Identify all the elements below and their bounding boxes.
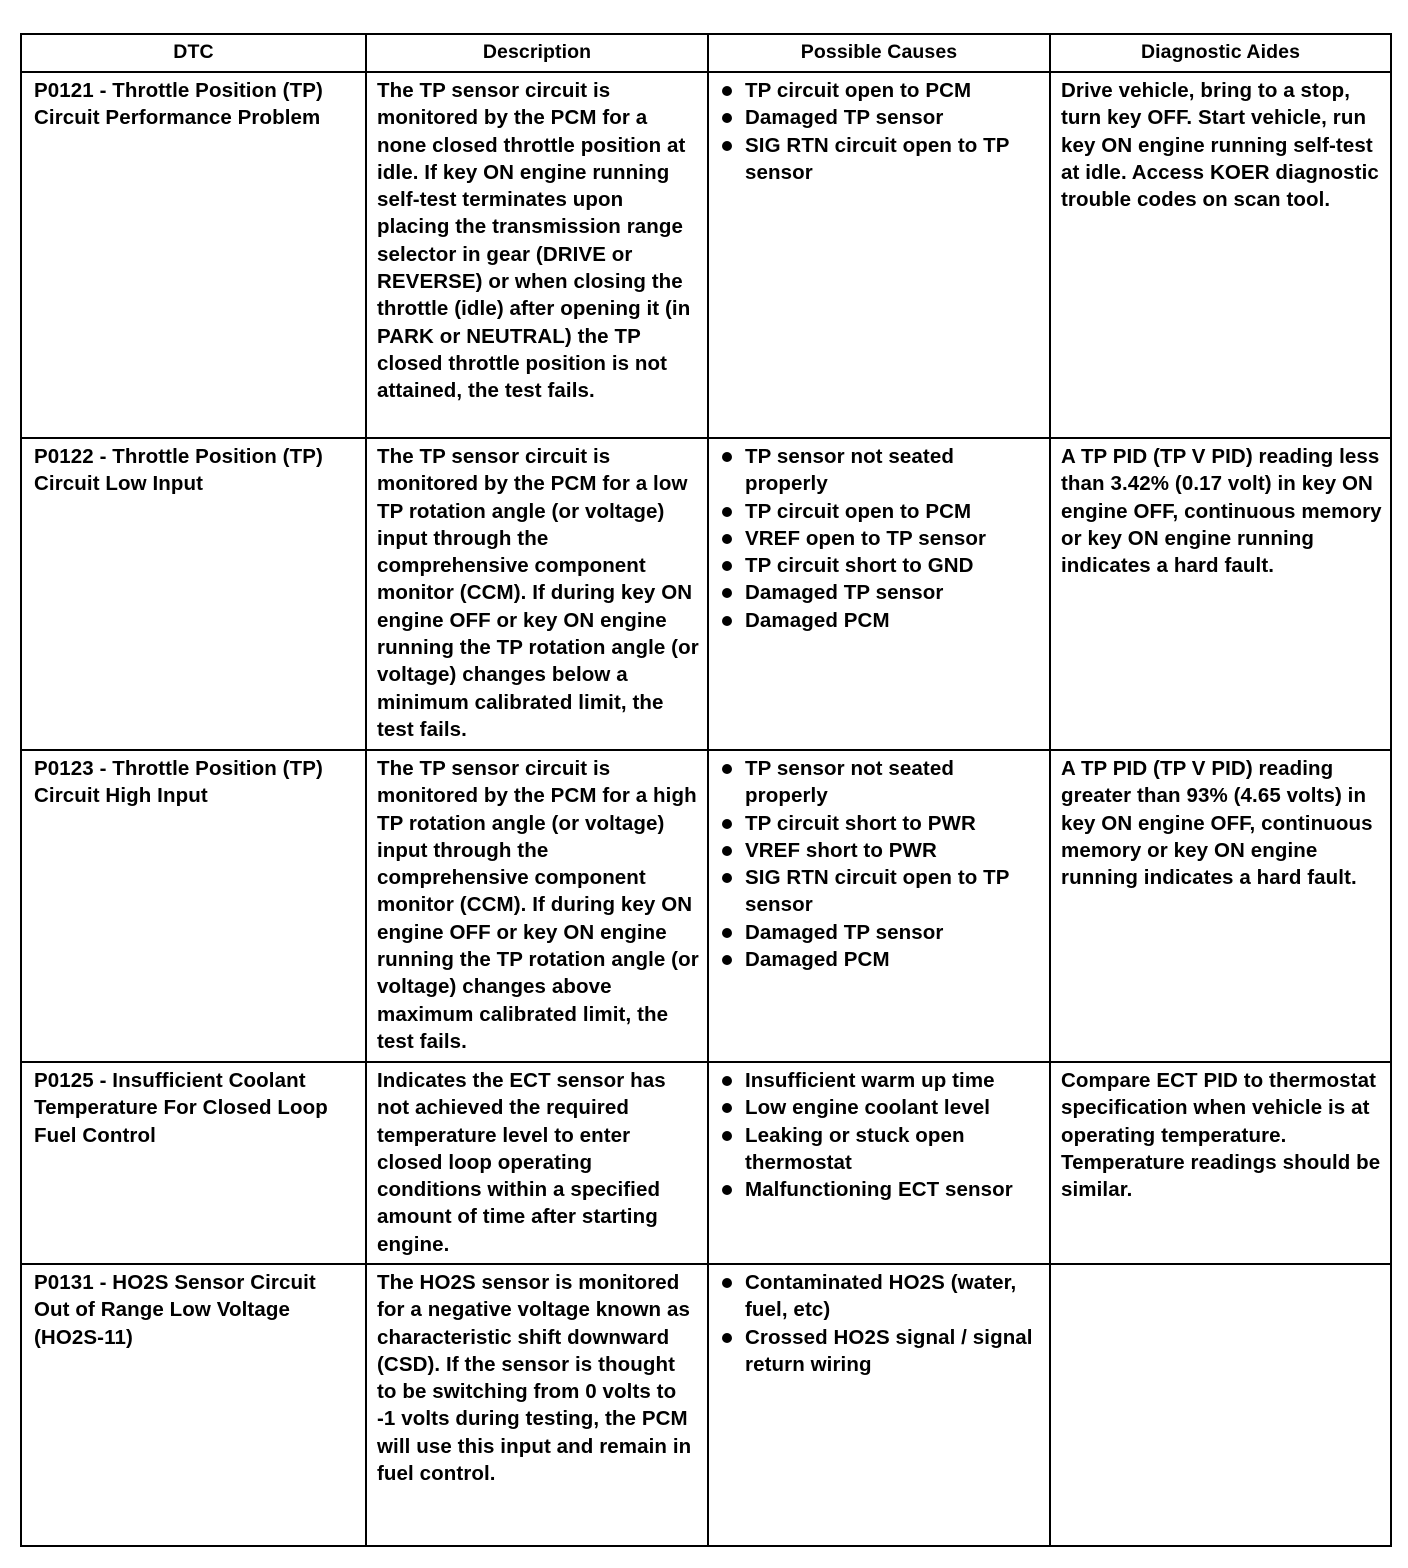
table-row bbox=[21, 750, 1391, 1062]
cause-item: Damaged PCM bbox=[719, 946, 1041, 973]
header-diagnostic-aides: Diagnostic Aides bbox=[1050, 34, 1391, 72]
dtc-cell: P0122 - Throttle Position (TP) Circuit Low Input bbox=[21, 438, 366, 750]
dtc-cell: P0121 - Throttle Position (TP) Circuit Performance Problem bbox=[21, 72, 366, 438]
cause-item: Insufficient warm up time bbox=[719, 1067, 1041, 1094]
table-row bbox=[21, 72, 1391, 438]
cause-item: Damaged TP sensor bbox=[719, 579, 1041, 606]
table-row bbox=[21, 438, 1391, 750]
cause-item: VREF short to PWR bbox=[719, 837, 1041, 864]
dtc-cell: P0131 - HO2S Sensor Circuit Out of Range Low Voltage (HO2S-11) bbox=[21, 1264, 366, 1546]
cause-item: TP sensor not seated properly bbox=[719, 443, 1041, 498]
cause-item: Crossed HO2S signal / signal return wiring bbox=[719, 1324, 1041, 1379]
aides-cell: Drive vehicle, bring to a stop, turn key OFF. Start vehicle, run key ON engine running self-test at idle. Access KOER diagnostic trouble codes on scan tool. bbox=[1050, 72, 1391, 438]
cause-item: VREF open to TP sensor bbox=[719, 525, 1041, 552]
causes-cell bbox=[708, 1062, 1050, 1264]
table-row bbox=[21, 1062, 1391, 1264]
aides-cell: Compare ECT PID to thermostat specification when vehicle is at operating temperature. Temperature readings should be similar. bbox=[1050, 1062, 1391, 1264]
causes-list bbox=[719, 443, 1041, 634]
cause-item: Damaged TP sensor bbox=[719, 104, 1041, 131]
header-dtc: DTC bbox=[21, 34, 366, 72]
aides-cell bbox=[1050, 1264, 1391, 1546]
causes-cell bbox=[708, 750, 1050, 1062]
cause-item: Contaminated HO2S (water, fuel, etc) bbox=[719, 1269, 1041, 1324]
causes-cell bbox=[708, 1264, 1050, 1546]
cause-item: TP circuit short to GND bbox=[719, 552, 1041, 579]
causes-list bbox=[719, 77, 1041, 186]
description-cell: The TP sensor circuit is monitored by the PCM for a none closed throttle position at idle. If key ON engine running self-test terminates upon placing the transmission range selector in gear (DRIVE or REVERSE) or when closing the throttle (idle) after opening it (in PARK or NEUTRAL) the TP closed throttle position is not attained, the test fails. bbox=[366, 72, 708, 438]
causes-list bbox=[719, 755, 1041, 973]
cause-item: TP circuit open to PCM bbox=[719, 77, 1041, 104]
header-row bbox=[21, 34, 1391, 72]
description-cell: Indicates the ECT sensor has not achieved the required temperature level to enter closed loop operating conditions within a specified amount of time after starting engine. bbox=[366, 1062, 708, 1264]
description-cell: The TP sensor circuit is monitored by the PCM for a low TP rotation angle (or voltage) input through the comprehensive component monitor (CCM). If during key ON engine OFF or key ON engine running the TP rotation angle (or voltage) changes below a minimum calibrated limit, the test fails. bbox=[366, 438, 708, 750]
causes-cell bbox=[708, 438, 1050, 750]
cause-item: Damaged PCM bbox=[719, 607, 1041, 634]
cause-item: SIG RTN circuit open to TP sensor bbox=[719, 864, 1041, 919]
table-row bbox=[21, 1264, 1391, 1546]
causes-cell bbox=[708, 72, 1050, 438]
description-cell: The HO2S sensor is monitored for a negative voltage known as characteristic shift downward (CSD). If the sensor is thought to be switching from 0 volts to -1 volts during testing, the PCM will use this input and remain in fuel control. bbox=[366, 1264, 708, 1546]
cause-item: Low engine coolant level bbox=[719, 1094, 1041, 1121]
dtc-cell: P0123 - Throttle Position (TP) Circuit High Input bbox=[21, 750, 366, 1062]
aides-cell: A TP PID (TP V PID) reading greater than 93% (4.65 volts) in key ON engine OFF, continuous memory or key ON engine running indicates a hard fault. bbox=[1050, 750, 1391, 1062]
cause-item: TP sensor not seated properly bbox=[719, 755, 1041, 810]
cause-item: SIG RTN circuit open to TP sensor bbox=[719, 132, 1041, 187]
cause-item: Damaged TP sensor bbox=[719, 919, 1041, 946]
cause-item: Leaking or stuck open thermostat bbox=[719, 1122, 1041, 1177]
dtc-cell: P0125 - Insufficient Coolant Temperature For Closed Loop Fuel Control bbox=[21, 1062, 366, 1264]
cause-item: Malfunctioning ECT sensor bbox=[719, 1176, 1041, 1203]
header-description: Description bbox=[366, 34, 708, 72]
dtc-table bbox=[20, 33, 1392, 1547]
causes-list bbox=[719, 1067, 1041, 1203]
header-possible-causes: Possible Causes bbox=[708, 34, 1050, 72]
aides-cell: A TP PID (TP V PID) reading less than 3.42% (0.17 volt) in key ON engine OFF, continuous memory or key ON engine running indicates a hard fault. bbox=[1050, 438, 1391, 750]
cause-item: TP circuit open to PCM bbox=[719, 498, 1041, 525]
causes-list bbox=[719, 1269, 1041, 1378]
description-cell: The TP sensor circuit is monitored by the PCM for a high TP rotation angle (or voltage) input through the comprehensive component monitor (CCM). If during key ON engine OFF or key ON engine running the TP rotation angle (or voltage) changes above maximum calibrated limit, the test fails. bbox=[366, 750, 708, 1062]
cause-item: TP circuit short to PWR bbox=[719, 810, 1041, 837]
